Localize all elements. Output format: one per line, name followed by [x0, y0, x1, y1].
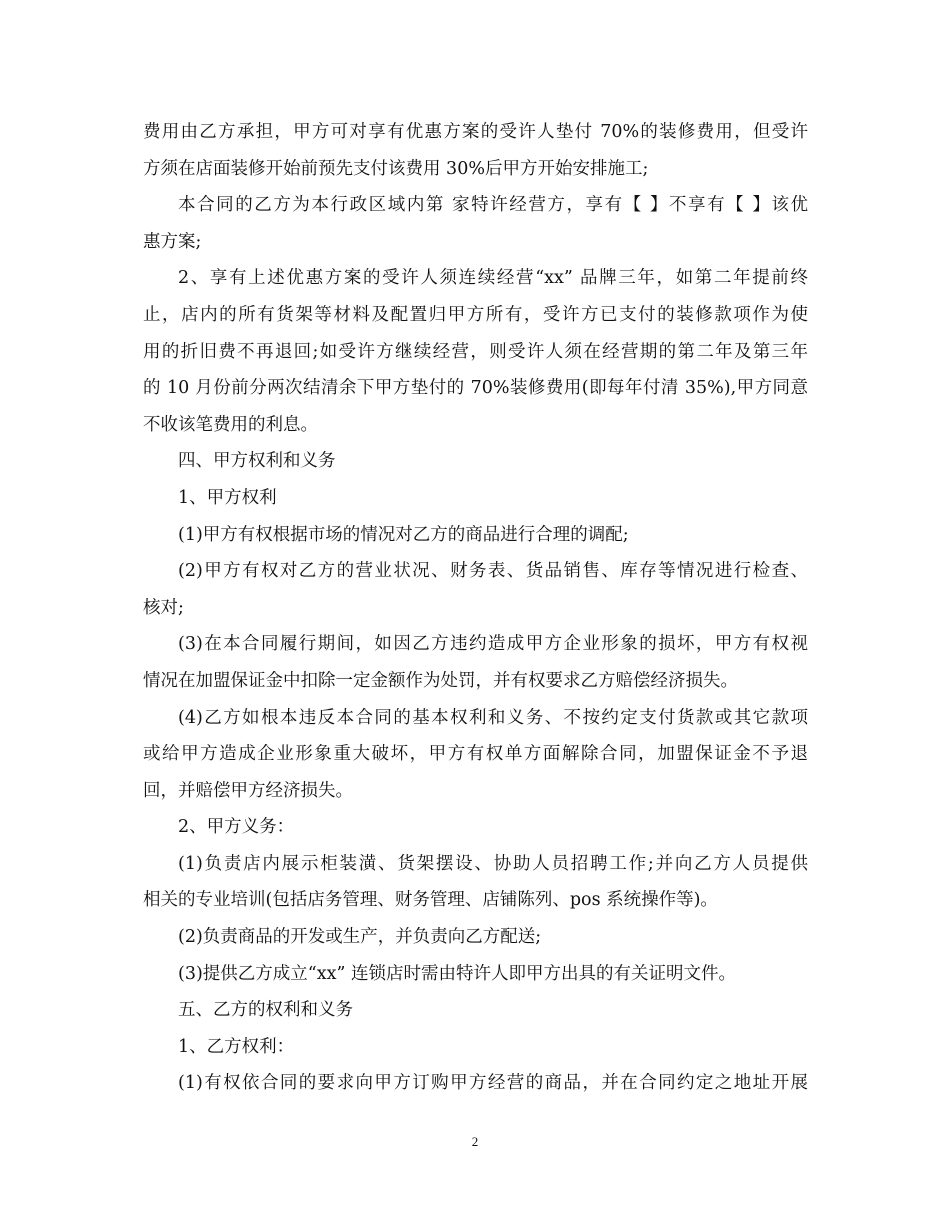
text-line: 情况在加盟保证金中扣除一定金额作为处罚，并有权要求乙方赔偿经济损失。	[143, 670, 738, 691]
contract-body-text	[143, 114, 808, 1102]
text-line: 惠方案;	[143, 231, 202, 252]
text-line: 1、乙方权利：	[178, 1036, 295, 1057]
text-line: (2)负责商品的开发或生产，并负责向乙方配送;	[178, 927, 542, 948]
text-line: 五、乙方的权利和义务	[178, 1000, 353, 1021]
text-line: 费用由乙方承担，甲方可对享有优惠方案的受许人垫付 70%的装修费用，但受许	[143, 122, 808, 142]
text-line: (1)有权依合同的要求向甲方订购甲方经营的商品，并在合同约定之地址开展	[178, 1073, 808, 1094]
text-line: 相关的专业培训(包括店务管理、财务管理、店铺陈列、pos 系统操作等)。	[143, 890, 718, 911]
text-line: 方须在店面装修开始前预先支付该费用 30%后甲方开始安排施工;	[143, 158, 649, 179]
text-line: (3)提供乙方成立“xx” 连锁店时需由特许人即甲方出具的有关证明文件。	[178, 963, 736, 984]
text-line: (4)乙方如根本违反本合同的基本权利和义务、不按约定支付货款或其它款项	[178, 707, 808, 728]
text-line: 1、甲方权利	[178, 487, 277, 508]
text-line: 2、享有上述优惠方案的受许人须连续经营“xx” 品牌三年，如第二年提前终	[178, 268, 808, 289]
text-line: 或给甲方造成企业形象重大破坏，甲方有权单方面解除合同，加盟保证金不予退	[143, 744, 808, 765]
text-line: 核对;	[143, 597, 184, 618]
text-line: (1)负责店内展示柜装潢、货架摆设、协助人员招聘工作;并向乙方人员提供	[178, 853, 808, 874]
text-line: 止，店内的所有货架等材料及配置归甲方所有，受许方已支付的装修款项作为使	[143, 304, 808, 325]
text-line: 不收该笔费用的利息。	[143, 414, 318, 435]
page-number: 2	[471, 1134, 479, 1149]
text-line: (3)在本合同履行期间，如因乙方违约造成甲方企业形象的损坏，甲方有权视	[178, 634, 808, 655]
text-line: (2)甲方有权对乙方的营业状况、财务表、货品销售、库存等情况进行检查、	[178, 561, 808, 582]
text-line: 回，并赔偿甲方经济损失。	[143, 780, 353, 801]
text-line: (1)甲方有权根据市场的情况对乙方的商品进行合理的调配;	[178, 524, 629, 545]
text-line: 本合同的乙方为本行政区域内第 家特许经营方，享有【 】不享有【 】该优	[178, 195, 808, 216]
text-line: 四、甲方权利和义务	[178, 451, 336, 472]
text-line: 用的折旧费不再退回;如受许方继续经营，则受许人须在经营期的第二年及第三年	[143, 341, 808, 362]
text-line: 2、甲方义务：	[178, 817, 295, 838]
text-line: 的 10 月份前分两次结清余下甲方垫付的 70%装修费用(即每年付清 35%),甲方同意	[143, 378, 808, 399]
